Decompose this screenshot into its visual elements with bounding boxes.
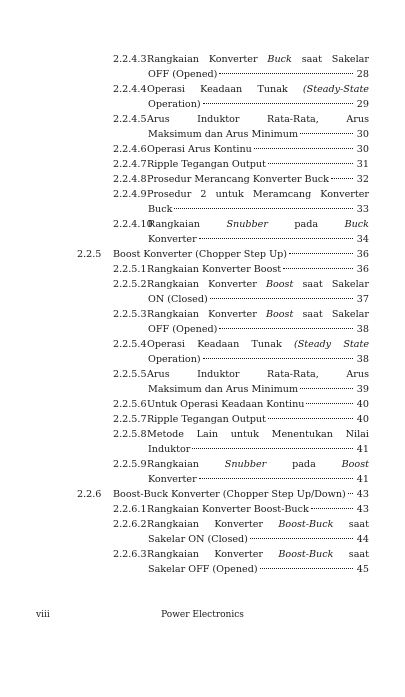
toc-entry-title: Prosedur Merancang Konverter Buck — [147, 174, 329, 185]
toc-entry-number: 2.2.4.9 — [113, 189, 147, 200]
toc-entry[interactable] — [0, 397, 405, 412]
toc-entry-number: 2.2.5.8 — [113, 429, 147, 440]
toc-entry[interactable] — [0, 172, 405, 187]
toc-entry-title: Konverter — [148, 474, 197, 485]
page-number: viii — [36, 610, 50, 620]
toc-entry-number: 2.2.4.10 — [113, 219, 153, 230]
dot-leader — [254, 148, 353, 149]
toc-entry-title: Rangkaian Konverter Boost-Buck saat — [147, 549, 369, 560]
dot-leader — [260, 568, 353, 569]
dot-leader — [250, 538, 353, 539]
toc-entry-title: Boost-Buck Konverter (Chopper Step Up/Down) — [113, 489, 346, 500]
toc-entry-number: 2.2.5.2 — [113, 279, 147, 290]
toc-entry-page: 43 — [356, 504, 369, 515]
toc-entry[interactable] — [0, 307, 405, 337]
toc-entry[interactable] — [0, 52, 405, 82]
dot-leader — [331, 178, 353, 179]
toc-entry-page: 37 — [356, 294, 369, 305]
toc-entry-page: 30 — [356, 129, 369, 140]
toc-entry-title: Boost Konverter (Chopper Step Up) — [113, 249, 288, 260]
toc-entry-number: 2.2.6.2 — [113, 519, 147, 530]
dot-leader — [348, 493, 353, 494]
toc-entry-title: Rangkaian Konverter Boost saat Sakelar — [147, 279, 369, 290]
toc-entry-title: Untuk Operasi Keadaan Kontinu — [147, 399, 305, 410]
toc-entry[interactable] — [0, 247, 405, 262]
dot-leader — [199, 238, 353, 239]
toc-entry-title: Sakelar OFF (Opened) — [148, 564, 258, 575]
toc-entry-title: ON (Closed) — [148, 294, 208, 305]
dot-leader — [174, 208, 353, 209]
toc-entry[interactable] — [0, 262, 405, 277]
toc-entry-title: Ripple Tegangan Output — [147, 159, 266, 170]
toc-entry-number: 2.2.6.3 — [113, 549, 147, 560]
toc-entry[interactable] — [0, 217, 405, 247]
table-of-contents — [0, 52, 405, 577]
toc-entry-title: Induktor — [148, 444, 191, 455]
toc-entry-page: 33 — [356, 204, 369, 215]
toc-entry-number: 2.2.4.8 — [113, 174, 147, 185]
toc-entry-title: OFF (Opened) — [148, 69, 218, 80]
dot-leader — [300, 388, 353, 389]
toc-entry-title: Rangkaian Konverter Boost — [147, 264, 282, 275]
toc-entry[interactable] — [0, 367, 405, 397]
toc-entry-page: 38 — [356, 354, 369, 365]
toc-entry-title: Operation) — [148, 354, 201, 365]
toc-entry-title: Rangkaian Snubber pada Boost — [147, 459, 369, 470]
toc-entry-title: Maksimum dan Arus Minimum — [148, 129, 299, 140]
toc-entry[interactable] — [0, 502, 405, 517]
toc-entry-title: Maksimum dan Arus Minimum — [148, 384, 299, 395]
dot-leader — [219, 328, 353, 329]
toc-entry-title: Rangkaian Konverter Boost saat Sakelar — [147, 309, 369, 320]
toc-entry-number: 2.2.4.5 — [113, 114, 147, 125]
toc-entry-title: Operation) — [148, 99, 201, 110]
toc-entry-title: Arus Induktor Rata-Rata, Arus — [147, 114, 369, 125]
toc-entry-number: 2.2.4.3 — [113, 54, 147, 65]
toc-entry[interactable] — [0, 427, 405, 457]
toc-entry-page: 41 — [356, 444, 369, 455]
toc-entry-title: Metode Lain untuk Menentukan Nilai — [147, 429, 369, 440]
toc-entry-page: 45 — [356, 564, 369, 575]
dot-leader — [283, 268, 353, 269]
toc-entry-number: 2.2.5.5 — [113, 369, 147, 380]
dot-leader — [203, 358, 353, 359]
toc-entry[interactable] — [0, 277, 405, 307]
toc-entry-number: 2.2.5 — [77, 249, 102, 260]
toc-entry-title: Rangkaian Konverter Boost-Buck saat — [147, 519, 369, 530]
toc-entry-number: 2.2.4.7 — [113, 159, 147, 170]
toc-entry[interactable] — [0, 112, 405, 142]
toc-entry-page: 30 — [356, 144, 369, 155]
toc-entry-page: 39 — [356, 384, 369, 395]
toc-entry-page: 41 — [356, 474, 369, 485]
toc-entry-title: Buck — [148, 204, 173, 215]
toc-entry-number: 2.2.5.6 — [113, 399, 147, 410]
toc-entry-page: 36 — [356, 264, 369, 275]
dot-leader — [210, 298, 353, 299]
toc-entry-page: 28 — [356, 69, 369, 80]
toc-entry-title: Operasi Arus Kontinu — [147, 144, 252, 155]
dot-leader — [203, 103, 353, 104]
dot-leader — [192, 448, 353, 449]
toc-entry[interactable] — [0, 82, 405, 112]
toc-entry-title: Rangkaian Snubber pada Buck — [148, 219, 369, 230]
toc-entry-page: 34 — [356, 234, 369, 245]
toc-entry-title: Prosedur 2 untuk Meramcang Konverter — [147, 189, 369, 200]
toc-entry[interactable] — [0, 487, 405, 502]
toc-entry-page: 32 — [356, 174, 369, 185]
toc-entry[interactable] — [0, 547, 405, 577]
dot-leader — [289, 253, 353, 254]
toc-entry-number: 2.2.5.7 — [113, 414, 147, 425]
dot-leader — [268, 163, 353, 164]
toc-entry-number: 2.2.4.4 — [113, 84, 147, 95]
dot-leader — [219, 73, 353, 74]
toc-entry-title: Ripple Tegangan Output — [147, 414, 266, 425]
toc-entry-title: Operasi Keadaan Tunak (Steady State — [147, 339, 369, 350]
toc-entry[interactable] — [0, 412, 405, 427]
toc-entry-number: 2.2.5.1 — [113, 264, 147, 275]
toc-entry-number: 2.2.6 — [77, 489, 102, 500]
toc-entry[interactable] — [0, 157, 405, 172]
toc-entry-page: 40 — [356, 414, 369, 425]
toc-entry-title: Arus Induktor Rata-Rata, Arus — [147, 369, 369, 380]
toc-entry-page: 40 — [356, 399, 369, 410]
toc-entry[interactable] — [0, 337, 405, 367]
toc-entry-page: 29 — [356, 99, 369, 110]
toc-entry-page: 36 — [356, 249, 369, 260]
dot-leader — [199, 478, 353, 479]
toc-entry[interactable] — [0, 457, 405, 487]
toc-entry-number: 2.2.4.6 — [113, 144, 147, 155]
toc-entry-number: 2.2.6.1 — [113, 504, 147, 515]
toc-entry-title: Rangkaian Konverter Buck saat Sakelar — [147, 54, 369, 65]
dot-leader — [311, 508, 353, 509]
toc-entry[interactable] — [0, 142, 405, 157]
toc-entry-page: 31 — [356, 159, 369, 170]
toc-entry-page: 38 — [356, 324, 369, 335]
dot-leader — [306, 403, 353, 404]
toc-entry[interactable] — [0, 517, 405, 547]
toc-entry-title: Sakelar ON (Closed) — [148, 534, 248, 545]
toc-entry-page: 43 — [356, 489, 369, 500]
toc-entry-page: 44 — [356, 534, 369, 545]
toc-entry[interactable] — [0, 187, 405, 217]
toc-entry-title: Konverter — [148, 234, 197, 245]
toc-entry-title: OFF (Opened) — [148, 324, 218, 335]
toc-entry-title: Operasi Keadaan Tunak (Steady-State — [147, 84, 369, 95]
toc-entry-title: Rangkaian Konverter Boost-Buck — [147, 504, 309, 515]
toc-entry-number: 2.2.5.4 — [113, 339, 147, 350]
book-title: Power Electronics — [161, 610, 244, 620]
dot-leader — [268, 418, 353, 419]
toc-entry-number: 2.2.5.3 — [113, 309, 147, 320]
toc-entry-number: 2.2.5.9 — [113, 459, 147, 470]
dot-leader — [300, 133, 353, 134]
